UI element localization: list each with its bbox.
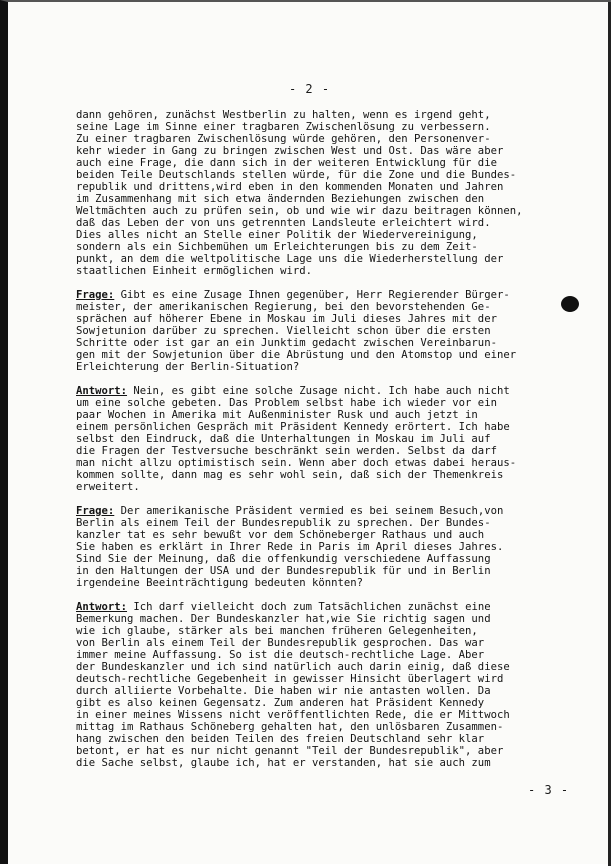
text-line <box>76 457 576 469</box>
text-line <box>76 385 576 397</box>
line-text: staatlichen Einheit ermöglichen wird. <box>76 265 312 277</box>
line-text: deutsch-rechtliche Gegebenheit in gewisser Hinsicht überlagert wird <box>76 673 504 685</box>
line-text: gen mit der Sowjetunion über die Abrüstung und den Atomstop und einer <box>76 349 517 361</box>
text-line <box>76 361 576 373</box>
line-text: Erleichterung der Berlin-Situation? <box>76 361 300 373</box>
text-line <box>76 241 576 253</box>
text-line <box>76 745 576 757</box>
text-line <box>76 133 576 145</box>
line-text: der Bundeskanzler und ich sind natürlich auch darin einig, daß diese <box>76 661 510 673</box>
line-text: Schritte oder ist gar an ein Junktim gedacht zwischen Vereinbarun- <box>76 337 497 349</box>
line-text: Ich darf vielleicht doch zum Tatsächlichen zunächst eine <box>127 601 491 613</box>
line-text: in den Haltungen der USA und der Bundesrepublik für und in Berlin <box>76 565 491 577</box>
text-line <box>76 205 576 217</box>
line-text: durch alliierte Vorbehalte. Die haben wir nie antasten wollen. Da <box>76 685 491 697</box>
line-text: Zu einer tragbaren Zwischenlösung würde gehören, den Personenver- <box>76 133 491 145</box>
line-text: hang zwischen den beiden Teilen des freien Deutschland sehr klar <box>76 733 485 745</box>
line-text: erweitert. <box>76 481 140 493</box>
text-line <box>76 181 576 193</box>
line-text: kanzler tat es sehr bewußt vor dem Schöneberger Rathaus und auch <box>76 529 485 541</box>
line-text: Sowjetunion darüber zu sprechen. Vielleicht schon über die ersten <box>76 325 491 337</box>
text-line <box>76 301 576 313</box>
text-line <box>76 445 576 457</box>
next-page-marker: - 3 - <box>528 783 570 797</box>
answer-paragraph <box>76 385 576 493</box>
line-text: in einer meines Wissens nicht veröffentlichten Rede, die er Mittwoch <box>76 709 510 721</box>
line-text: kehr wieder in Gang zu bringen zwischen West und Ost. Das wäre aber <box>76 145 504 157</box>
text-line <box>76 697 576 709</box>
text-line <box>76 685 576 697</box>
answer-paragraph <box>76 601 576 769</box>
line-text: republik und drittens,wird eben in den kommenden Monaten und Jahren <box>76 181 504 193</box>
text-line <box>76 541 576 553</box>
question-label: Frage: <box>76 505 115 517</box>
answer-label: Antwort: <box>76 385 128 397</box>
text-line <box>76 253 576 265</box>
line-text: von Berlin als einem Teil der Bundesrepublik gesprochen. Das war <box>76 637 485 649</box>
line-text: mittag im Rathaus Schöneberg gehalten hat, den unlösbaren Zusammen- <box>76 721 504 733</box>
line-text: Dies alles nicht an Stelle einer Politik der Wiedervereinigung, <box>76 229 478 241</box>
text-line <box>76 661 576 673</box>
text-line <box>76 313 576 325</box>
text-line <box>76 601 576 613</box>
text-line <box>76 289 576 301</box>
line-text: irgendeine Beeinträchtigung bedeuten könnten? <box>76 577 364 589</box>
line-text: sprächen auf höherer Ebene in Moskau im Juli dieses Jahres mit der <box>76 313 497 325</box>
line-text: auch eine Frage, die dann sich in der weiteren Entwicklung für die <box>76 157 497 169</box>
question-paragraph <box>76 505 576 589</box>
text-line <box>76 217 576 229</box>
text-line <box>76 433 576 445</box>
line-text: im Zusammenhang mit sich etwa ändernden Beziehungen zwischen den <box>76 193 485 205</box>
line-text: Weltmächten auch zu prüfen sein, ob und wie wir dazu beitragen können, <box>76 205 523 217</box>
ink-blot <box>561 296 579 312</box>
line-text: daß das Leben der von uns getrennten Landsleute erleichtert wird. <box>76 217 491 229</box>
line-text: Sie haben es erklärt in Ihrer Rede in Paris im April dieses Jahres. <box>76 541 504 553</box>
line-text: punkt, an dem die weltpolitische Lage uns die Wiederherstellung der <box>76 253 504 265</box>
text-line <box>76 553 576 565</box>
text-line <box>76 145 576 157</box>
text-line <box>76 505 576 517</box>
text-line <box>76 109 576 121</box>
question-paragraph <box>76 289 576 373</box>
line-text: Der amerikanische Präsident vermied es bei seinem Besuch,von <box>114 505 504 517</box>
text-line <box>76 337 576 349</box>
text-line <box>76 577 576 589</box>
line-text: seine Lage im Sinne einer tragbaren Zwischenlösung zu verbessern. <box>76 121 491 133</box>
line-text: die Sache selbst, glaube ich, hat er verstanden, hat sie auch zum <box>76 757 491 769</box>
text-line <box>76 193 576 205</box>
text-line <box>76 121 576 133</box>
line-text: Gibt es eine Zusage Ihnen gegenüber, Herr Regierender Bürger- <box>114 289 510 301</box>
line-text: selbst den Eindruck, daß die Unterhaltungen in Moskau im Juli auf <box>76 433 491 445</box>
line-text: immer meine Auffassung. So ist die deutsch-rechtliche Lage. Aber <box>76 649 485 661</box>
text-line <box>76 469 576 481</box>
text-line <box>76 649 576 661</box>
text-line <box>76 409 576 421</box>
line-text: um eine solche gebeten. Das Problem selbst habe ich wieder vor ein <box>76 397 497 409</box>
text-line <box>76 229 576 241</box>
text-line <box>76 637 576 649</box>
text-line <box>76 397 576 409</box>
page-number: - 2 - <box>288 82 331 96</box>
line-text: dann gehören, zunächst Westberlin zu halten, wenn es irgend geht, <box>76 109 491 121</box>
line-text: meister, der amerikanischen Regierung, bei den bevorstehenden Ge- <box>76 301 491 313</box>
question-label: Frage: <box>76 289 115 301</box>
line-text: Bemerkung machen. Der Bundeskanzler hat,wie Sie richtig sagen und <box>76 613 491 625</box>
text-line <box>76 721 576 733</box>
line-text: einem persönlichen Gespräch mit Präsident Kennedy erörtert. Ich habe <box>76 421 510 433</box>
text-line <box>76 733 576 745</box>
text-line <box>76 673 576 685</box>
text-line <box>76 529 576 541</box>
line-text: paar Wochen in Amerika mit Außenminister Rusk und auch jetzt in <box>76 409 478 421</box>
line-text: Berlin als einem Teil der Bundesrepublik zu sprechen. Der Bundes- <box>76 517 491 529</box>
line-text: betont, er hat es nur nicht genannt "Teil der Bundesrepublik", aber <box>76 745 504 757</box>
text-line <box>76 565 576 577</box>
line-text: beiden Teile Deutschlands stellen würde, für die Zone und die Bundes- <box>76 169 517 181</box>
line-text: sondern als ein Sichbemühen um Erleichterungen bis zu dem Zeit- <box>76 241 478 253</box>
text-line <box>76 325 576 337</box>
line-text: Sind Sie der Meinung, daß die offenkundig verschiedene Auffassung <box>76 553 491 565</box>
text-line <box>76 481 576 493</box>
text-line <box>76 421 576 433</box>
line-text: wie ich glaube, stärker als bei manchen früheren Gelegenheiten, <box>76 625 478 637</box>
answer-label: Antwort: <box>76 601 128 613</box>
line-text: die Fragen der Testversuche beschränkt sein werden. Selbst da darf <box>76 445 497 457</box>
text-line <box>76 169 576 181</box>
text-line <box>76 757 576 769</box>
text-line <box>76 517 576 529</box>
text-line <box>76 349 576 361</box>
line-text: kommen sollte, dann mag es sehr wohl sein, daß sich der Themenkreis <box>76 469 504 481</box>
line-text: Nein, es gibt eine solche Zusage nicht. Ich habe auch nicht <box>127 385 510 397</box>
text-line <box>76 265 576 277</box>
line-text: gibt es also keinen Gegensatz. Zum anderen hat Präsident Kennedy <box>76 697 485 709</box>
text-line <box>76 709 576 721</box>
text-line <box>76 613 576 625</box>
document-body <box>76 109 576 781</box>
text-line <box>76 157 576 169</box>
text-line <box>76 625 576 637</box>
line-text: man nicht allzu optimistisch sein. Wenn aber doch etwas dabei heraus- <box>76 457 517 469</box>
intro-paragraph <box>76 109 576 277</box>
